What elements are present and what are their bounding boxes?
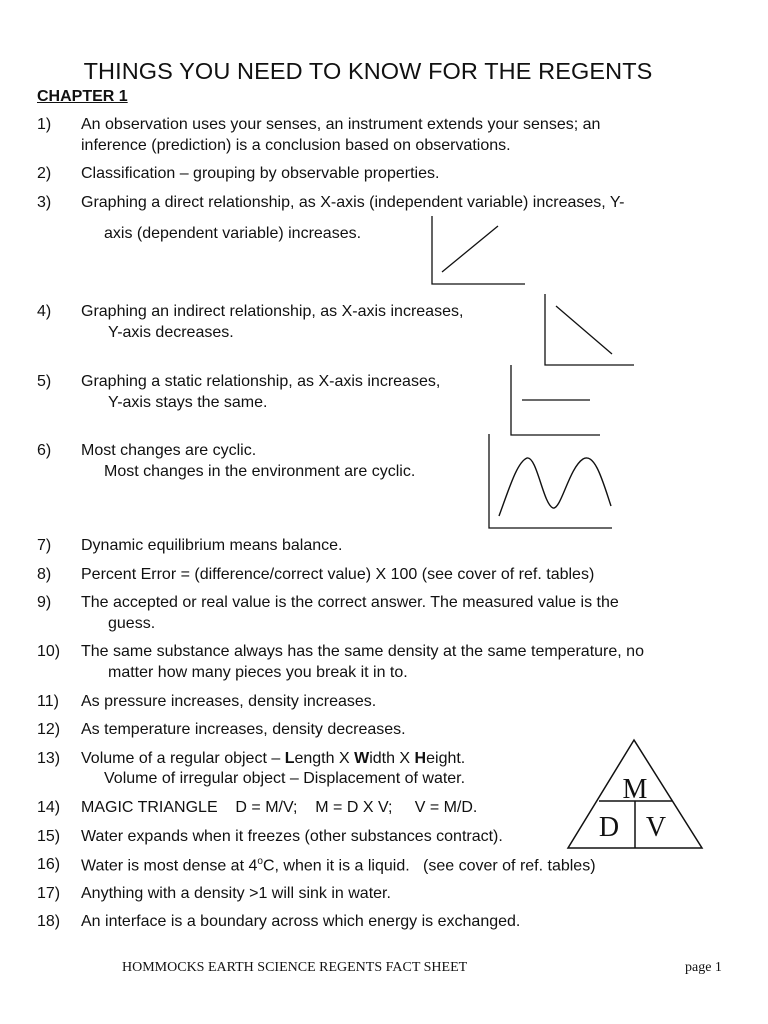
item-number: 2) bbox=[37, 165, 52, 182]
item-number: 9) bbox=[37, 594, 52, 611]
item-text: Graphing an indirect relationship, as X-axis increases, bbox=[81, 303, 464, 320]
item-text: inference (prediction) is a conclusion based on observations. bbox=[81, 137, 511, 154]
item-number: 17) bbox=[37, 885, 61, 902]
triangle-label-m: M bbox=[622, 774, 648, 805]
page-title: THINGS YOU NEED TO KNOW FOR THE REGENTS bbox=[83, 58, 653, 84]
item-number: 15) bbox=[37, 828, 61, 845]
item-text: Percent Error = (difference/correct value) X 100 (see cover of ref. tables) bbox=[81, 566, 595, 583]
item-text: axis (dependent variable) increases. bbox=[104, 225, 362, 242]
chapter-heading: CHAPTER 1 bbox=[37, 88, 128, 105]
item-number: 5) bbox=[37, 373, 52, 390]
item-text: Most changes are cyclic. bbox=[81, 442, 257, 459]
item-text: Water expands when it freezes (other substances contract). bbox=[81, 828, 503, 845]
item-text: Volume of irregular object – Displacement of water. bbox=[104, 770, 466, 787]
item-text: The same substance always has the same density at the same temperature, no bbox=[81, 643, 644, 660]
item-text: As pressure increases, density increases. bbox=[81, 693, 377, 710]
static-relationship-graph bbox=[509, 365, 601, 437]
item-text: Classification – grouping by observable properties. bbox=[81, 165, 440, 182]
item-text: An observation uses your senses, an instrument extends your senses; an bbox=[81, 116, 601, 133]
indirect-relationship-graph bbox=[543, 294, 635, 366]
item-text: Y-axis decreases. bbox=[108, 324, 234, 341]
triangle-label-d: D bbox=[598, 812, 620, 843]
item-number: 3) bbox=[37, 194, 52, 211]
item-number: 8) bbox=[37, 566, 52, 583]
item-number: 1) bbox=[37, 116, 52, 133]
magic-triangle-diagram bbox=[566, 738, 706, 850]
item-text: MAGIC TRIANGLE D = M/V; M = D X V; V = M/D. bbox=[81, 799, 478, 816]
item-text: Y-axis stays the same. bbox=[108, 394, 268, 411]
footer-page-number: page 1 bbox=[685, 960, 722, 975]
direct-relationship-graph bbox=[430, 216, 525, 286]
item-text: Dynamic equilibrium means balance. bbox=[81, 537, 343, 554]
item-text: The accepted or real value is the correct answer. The measured value is the bbox=[81, 594, 619, 611]
item-number: 12) bbox=[37, 721, 61, 738]
item-number: 18) bbox=[37, 913, 61, 930]
item-number: 6) bbox=[37, 442, 52, 459]
item-text: Water is most dense at 4$^o$C, when it is a liquid. (see cover of ref. tables) bbox=[81, 856, 596, 875]
item-number: 11) bbox=[37, 693, 59, 710]
item-number: 10) bbox=[37, 643, 61, 660]
item-text: Most changes in the environment are cyclic. bbox=[104, 463, 416, 480]
item-text: Anything with a density >1 will sink in water. bbox=[81, 885, 391, 902]
item-text: guess. bbox=[108, 615, 156, 632]
item-number: 16) bbox=[37, 856, 61, 873]
item-number: 7) bbox=[37, 537, 52, 554]
item-number: 14) bbox=[37, 799, 61, 816]
item-text: Volume of a regular object – Length X Width X Height. bbox=[81, 750, 466, 767]
triangle-label-v: V bbox=[645, 812, 667, 843]
item-text: As temperature increases, density decreases. bbox=[81, 721, 406, 738]
item-text: An interface is a boundary across which energy is exchanged. bbox=[81, 913, 521, 930]
item-text: Graphing a static relationship, as X-axis increases, bbox=[81, 373, 441, 390]
footer-title: HOMMOCKS EARTH SCIENCE REGENTS FACT SHEET bbox=[122, 960, 468, 975]
item-text: matter how many pieces you break it in to. bbox=[108, 664, 408, 681]
item-text: Graphing a direct relationship, as X-axis (independent variable) increases, Y- bbox=[81, 194, 625, 211]
item-number: 4) bbox=[37, 303, 52, 320]
cyclic-graph bbox=[487, 434, 613, 529]
item-number: 13) bbox=[37, 750, 61, 767]
